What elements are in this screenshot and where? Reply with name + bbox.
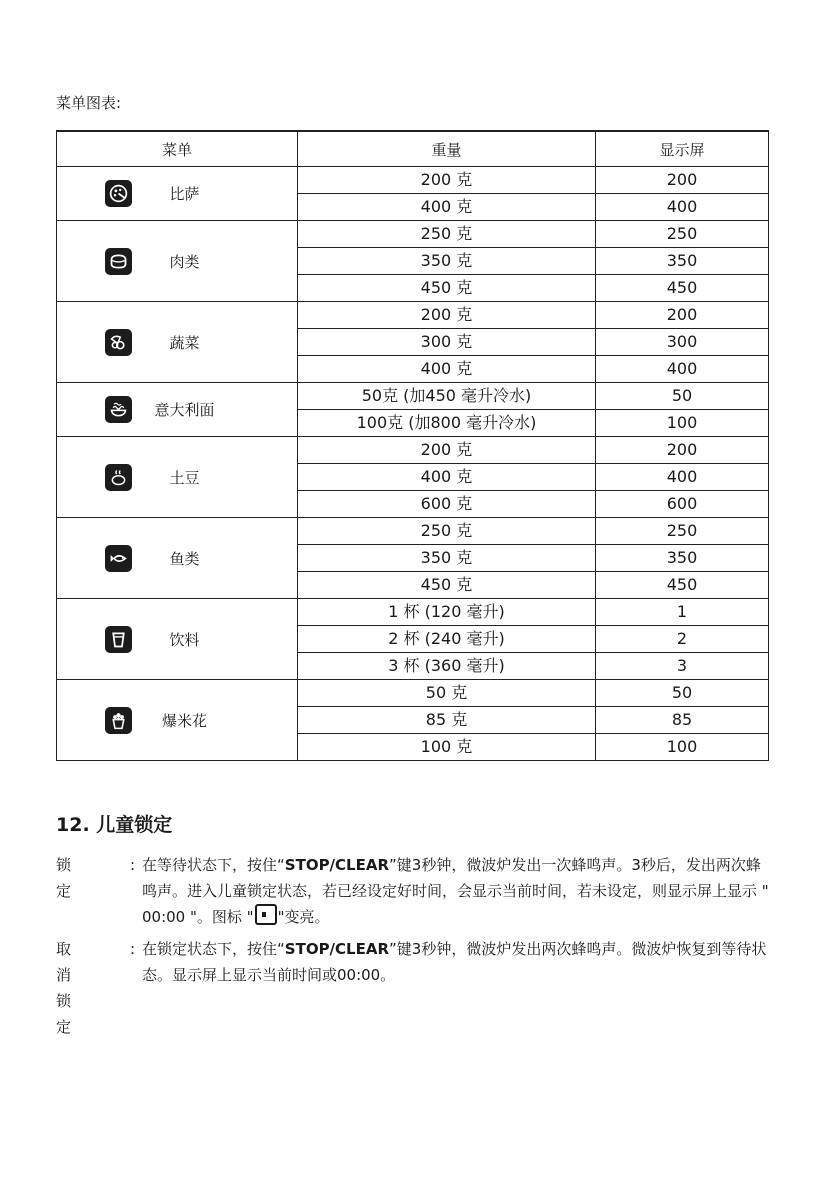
food-name: 土豆 xyxy=(169,468,200,487)
lock-text-a: 在等待状态下，按住“ xyxy=(142,856,285,874)
display-cell: 50 xyxy=(596,680,769,707)
weight-cell: 600 克 xyxy=(298,491,596,518)
beverage-icon xyxy=(105,626,132,653)
lock-key-name: STOP/CLEAR xyxy=(284,856,390,874)
weight-cell: 3 杯 (360 毫升) xyxy=(298,653,596,680)
weight-cell: 400 克 xyxy=(298,464,596,491)
weight-cell: 200 克 xyxy=(298,167,596,194)
weight-cell: 400 克 xyxy=(298,356,596,383)
display-cell: 1 xyxy=(596,599,769,626)
fish-icon xyxy=(105,545,132,572)
weight-cell: 450 克 xyxy=(298,275,596,302)
lock-text-c: "变亮。 xyxy=(277,908,330,926)
food-label-group xyxy=(57,396,297,423)
table-row xyxy=(57,599,769,626)
header-menu: 菜单 xyxy=(57,131,298,167)
food-name: 饮料 xyxy=(169,630,200,649)
food-label-group xyxy=(57,248,297,275)
lock-label: 锁定 xyxy=(56,856,72,900)
lock-colon: : xyxy=(130,856,136,874)
display-cell: 300 xyxy=(596,329,769,356)
unlock-text-b: ”键3秒钟，微波炉发出两次蜂鸣声。微波炉恢复到等待状态。显示屏上显示当前时间或00:00。 xyxy=(142,940,767,984)
unlock-label: 取消锁定 xyxy=(56,940,72,1036)
food-label-group xyxy=(57,626,297,653)
weight-cell: 85 克 xyxy=(298,707,596,734)
table-row xyxy=(57,383,769,410)
lock-text-b: ”键3秒钟，微波炉发出一次蜂鸣声。3秒后，发出两次蜂鸣声。进入儿童锁定状态，若已经设定好时间，会显示当前时间，若未设定，则显示屏上显示 " 00:00 "。图标 " xyxy=(142,856,769,926)
food-cell xyxy=(57,680,298,761)
display-cell: 400 xyxy=(596,194,769,221)
menu-chart-caption: 菜单图表: xyxy=(56,94,122,112)
header-display: 显示屏 xyxy=(596,131,769,167)
display-cell: 200 xyxy=(596,167,769,194)
food-cell xyxy=(57,167,298,221)
potato-icon xyxy=(105,464,132,491)
food-label-group xyxy=(57,464,297,491)
vegetable-icon xyxy=(105,329,132,356)
weight-cell: 200 克 xyxy=(298,437,596,464)
unlock-description xyxy=(142,936,772,988)
display-cell: 85 xyxy=(596,707,769,734)
food-name: 肉类 xyxy=(169,252,200,271)
weight-cell: 450 克 xyxy=(298,572,596,599)
food-label-group xyxy=(57,545,297,572)
display-cell: 400 xyxy=(596,464,769,491)
weight-cell: 350 克 xyxy=(298,545,596,572)
unlock-key-name: STOP/CLEAR xyxy=(284,940,390,958)
display-cell: 50 xyxy=(596,383,769,410)
weight-cell: 1 杯 (120 毫升) xyxy=(298,599,596,626)
weight-cell: 400 克 xyxy=(298,194,596,221)
menu-chart-table xyxy=(56,130,769,761)
header-weight: 重量 xyxy=(298,131,596,167)
display-cell: 2 xyxy=(596,626,769,653)
food-name: 蔬菜 xyxy=(169,333,200,352)
weight-cell: 100 克 xyxy=(298,734,596,761)
display-cell: 600 xyxy=(596,491,769,518)
display-cell: 200 xyxy=(596,437,769,464)
display-cell: 3 xyxy=(596,653,769,680)
weight-cell: 100克 (加800 毫升冷水) xyxy=(298,410,596,437)
food-cell xyxy=(57,599,298,680)
food-cell xyxy=(57,518,298,599)
unlock-text-a: 在锁定状态下，按住“ xyxy=(142,940,285,958)
food-name: 爆米花 xyxy=(161,711,207,730)
weight-cell: 250 克 xyxy=(298,518,596,545)
child-lock-icon xyxy=(255,904,277,925)
popcorn-icon xyxy=(105,707,132,734)
unlock-colon: : xyxy=(130,940,136,958)
display-cell: 200 xyxy=(596,302,769,329)
section-title: 12. 儿童锁定 xyxy=(56,814,173,836)
weight-cell: 2 杯 (240 毫升) xyxy=(298,626,596,653)
table-row xyxy=(57,437,769,464)
table-row xyxy=(57,302,769,329)
display-cell: 450 xyxy=(596,572,769,599)
display-cell: 350 xyxy=(596,248,769,275)
food-cell xyxy=(57,437,298,518)
display-cell: 250 xyxy=(596,221,769,248)
weight-cell: 350 克 xyxy=(298,248,596,275)
food-name: 意大利面 xyxy=(154,401,215,419)
food-cell xyxy=(57,221,298,302)
food-label-group xyxy=(57,180,297,207)
display-cell: 450 xyxy=(596,275,769,302)
weight-cell: 300 克 xyxy=(298,329,596,356)
weight-cell: 200 克 xyxy=(298,302,596,329)
table-row xyxy=(57,221,769,248)
table-row xyxy=(57,167,769,194)
food-name: 鱼类 xyxy=(169,549,200,568)
table-row xyxy=(57,680,769,707)
food-label-group xyxy=(57,329,297,356)
food-name: 比萨 xyxy=(169,185,200,203)
weight-cell: 50克 (加450 毫升冷水) xyxy=(298,383,596,410)
food-label-group xyxy=(57,707,297,734)
display-cell: 100 xyxy=(596,734,769,761)
lock-description xyxy=(142,852,772,930)
table-body xyxy=(57,167,769,761)
meat-icon xyxy=(105,248,132,275)
weight-cell: 250 克 xyxy=(298,221,596,248)
food-cell xyxy=(57,302,298,383)
display-cell: 250 xyxy=(596,518,769,545)
food-cell xyxy=(57,383,298,437)
weight-cell: 50 克 xyxy=(298,680,596,707)
pizza-icon xyxy=(105,180,132,207)
table-header-row xyxy=(57,131,769,167)
display-cell: 400 xyxy=(596,356,769,383)
table-row xyxy=(57,518,769,545)
display-cell: 100 xyxy=(596,410,769,437)
display-cell: 350 xyxy=(596,545,769,572)
pasta-icon xyxy=(105,396,132,423)
